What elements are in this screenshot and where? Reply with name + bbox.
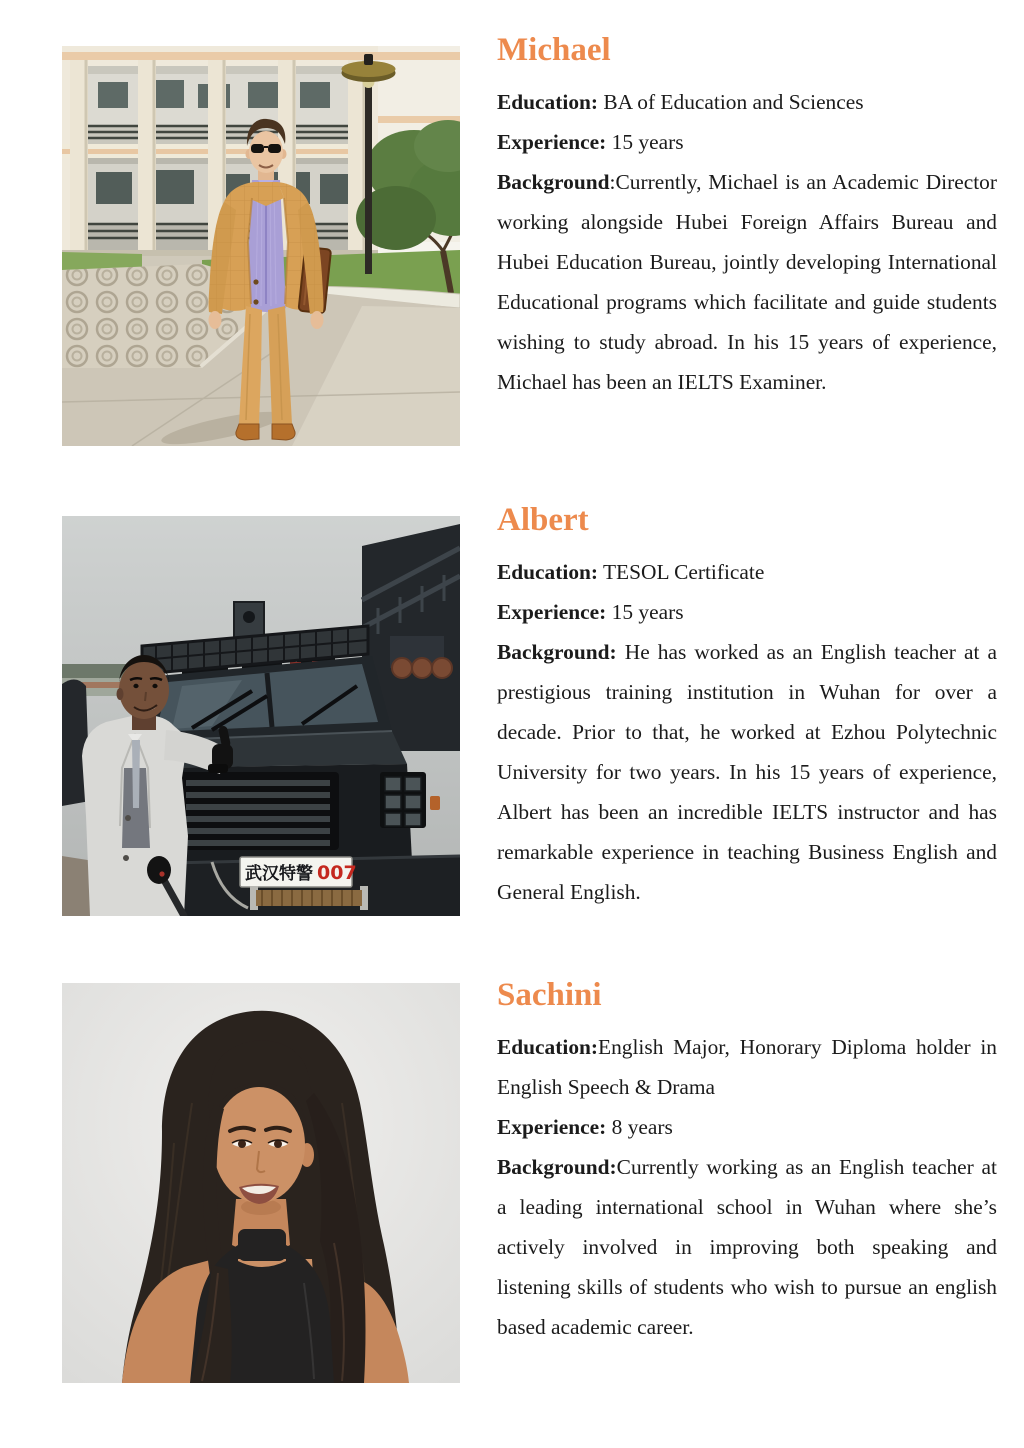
experience-line: [497, 592, 997, 632]
background-label: Background:: [497, 1155, 617, 1179]
experience-label: Experience:: [497, 130, 607, 154]
albert-photo-illustration: [62, 516, 460, 916]
experience-line: [497, 122, 997, 162]
education-label: Education:: [497, 90, 599, 114]
education-line: [497, 82, 997, 122]
education-value: BA of Education and Sciences: [598, 90, 864, 114]
background-paragraph: [497, 632, 997, 912]
experience-value: 15 years: [606, 600, 684, 624]
michael-photo: [62, 46, 460, 446]
albert-photo: [62, 516, 460, 916]
teacher-name-heading: Sachini: [497, 977, 602, 1013]
education-value: English Major, Honorary Diploma holder in English Speech & Drama: [497, 1035, 997, 1099]
background-label: Background: [497, 170, 610, 194]
michael-photo-illustration: [62, 46, 460, 446]
license-plate: [240, 857, 357, 887]
albert-text: [497, 500, 997, 912]
teacher-name-heading: Michael: [497, 32, 611, 68]
license-plate-text: 武汉特警: [245, 864, 313, 884]
experience-label: Experience:: [497, 600, 607, 624]
background-value: :Currently, Michael is an Academic Director working alongside Hubei Foreign Affairs Bureau and Hubei Education Bureau, jointly developing International Educational programs which facilitate and guide students wishing to study abroad. In his 15 years of experience, Michael has been an IELTS Examiner.: [497, 170, 997, 394]
education-label: Education:: [497, 560, 599, 584]
background-paragraph: [497, 1147, 997, 1347]
sachini-photo: [62, 983, 460, 1383]
michael-text: [497, 30, 997, 402]
education-label: Education:: [497, 1035, 599, 1059]
experience-value: 8 years: [606, 1115, 673, 1139]
background-paragraph: [497, 162, 997, 402]
experience-line: [497, 1107, 997, 1147]
teacher-name-heading: Albert: [497, 502, 589, 538]
education-line: [497, 1027, 997, 1107]
background-value: Currently working as an English teacher at a leading international school in Wuhan where she’s actively involved in improving both speaking and listening skills of students who wish to pursue an english based academic career.: [497, 1155, 997, 1339]
education-value: TESOL Certificate: [598, 560, 765, 584]
background-value: He has worked as an English teacher at a prestigious training institution in Wuhan for over a decade. Prior to that, he worked at Ezhou Polytechnic University for two years. In his 15 years of experience, Albert has been an incredible IELTS instructor and has remarkable experience in teaching Business English and General English.: [497, 640, 997, 904]
education-line: [497, 552, 997, 592]
sachini-photo-illustration: [62, 983, 460, 1383]
experience-value: 15 years: [606, 130, 684, 154]
experience-label: Experience:: [497, 1115, 607, 1139]
license-plate-number: 007: [317, 862, 357, 884]
sachini-text: [497, 975, 997, 1347]
background-label: Background:: [497, 640, 617, 664]
